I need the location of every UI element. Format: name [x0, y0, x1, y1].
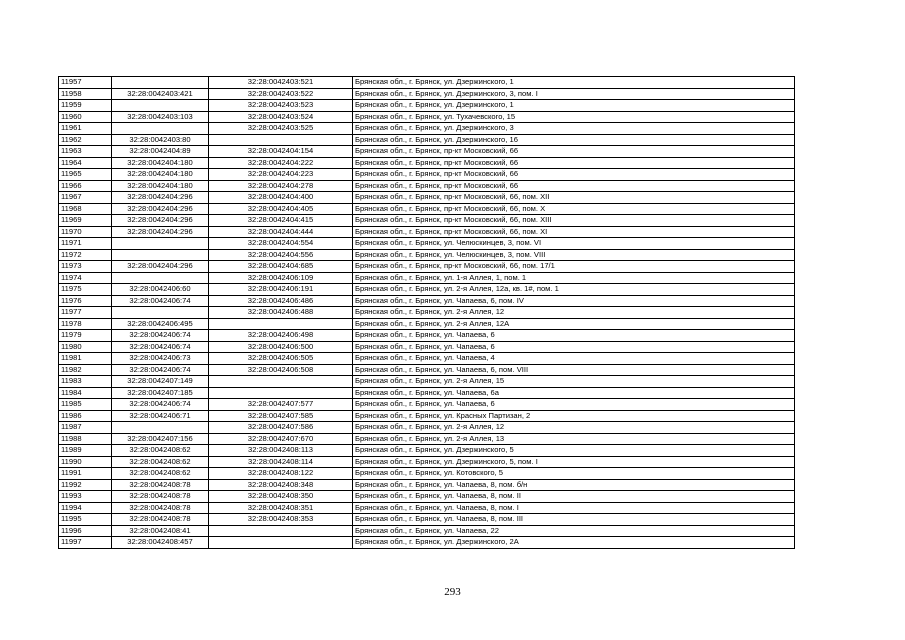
table-row: [59, 192, 795, 204]
row-number-cell: 11958: [59, 88, 112, 100]
table-row: [59, 525, 795, 537]
table-row: [59, 226, 795, 238]
table-row: [59, 295, 795, 307]
row-number-cell: 11957: [59, 77, 112, 89]
page-number: 293: [444, 586, 461, 598]
table-row: [59, 249, 795, 261]
address-cell: Брянская обл., г. Брянск, ул. Чапаева, 6, пом. IV: [353, 295, 795, 307]
table-row: [59, 123, 795, 135]
parcel-number-cell: [112, 307, 209, 319]
parcel-number-cell: 32:28:0042403:421: [112, 88, 209, 100]
table-row: [59, 341, 795, 353]
object-number-cell: 32:28:0042404:685: [209, 261, 353, 273]
table-row: [59, 376, 795, 388]
address-cell: Брянская обл., г. Брянск, ул. 2-я Аллея, 12а, кв. 1#, пом. 1: [353, 284, 795, 296]
row-number-cell: 11977: [59, 307, 112, 319]
address-cell: Брянская обл., г. Брянск, ул. Котовского, 5: [353, 468, 795, 480]
address-cell: Брянская обл., г. Брянск, ул. Дзержинского, 5, пом. I: [353, 456, 795, 468]
row-number-cell: 11970: [59, 226, 112, 238]
address-cell: Брянская обл., г. Брянск, ул. 1-я Аллея, 1, пом. 1: [353, 272, 795, 284]
parcel-number-cell: 32:28:0042407:149: [112, 376, 209, 388]
row-number-cell: 11995: [59, 514, 112, 526]
table-row: [59, 111, 795, 123]
parcel-number-cell: 32:28:0042406:74: [112, 399, 209, 411]
row-number-cell: 11982: [59, 364, 112, 376]
row-number-cell: 11983: [59, 376, 112, 388]
object-number-cell: 32:28:0042406:191: [209, 284, 353, 296]
object-number-cell: 32:28:0042404:444: [209, 226, 353, 238]
parcel-number-cell: 32:28:0042408:78: [112, 491, 209, 503]
object-number-cell: 32:28:0042403:522: [209, 88, 353, 100]
address-cell: Брянская обл., г. Брянск, пр-кт Московский, 66, пом. XII: [353, 192, 795, 204]
table-row: [59, 100, 795, 112]
object-number-cell: 32:28:0042406:486: [209, 295, 353, 307]
table-row: [59, 445, 795, 457]
row-number-cell: 11972: [59, 249, 112, 261]
row-number-cell: 11984: [59, 387, 112, 399]
address-cell: Брянская обл., г. Брянск, пр-кт Московский, 66: [353, 157, 795, 169]
parcel-number-cell: 32:28:0042406:74: [112, 330, 209, 342]
object-number-cell: 32:28:0042404:278: [209, 180, 353, 192]
parcel-number-cell: 32:28:0042403:103: [112, 111, 209, 123]
object-number-cell: 32:28:0042408:351: [209, 502, 353, 514]
address-cell: Брянская обл., г. Брянск, ул. Чапаева, 8, пом. I: [353, 502, 795, 514]
row-number-cell: 11979: [59, 330, 112, 342]
table-row: [59, 307, 795, 319]
table-row: [59, 353, 795, 365]
address-cell: Брянская обл., г. Брянск, ул. Чапаева, 8, пом. III: [353, 514, 795, 526]
object-number-cell: 32:28:0042406:505: [209, 353, 353, 365]
table-row: [59, 468, 795, 480]
object-number-cell: 32:28:0042403:521: [209, 77, 353, 89]
table-row: [59, 180, 795, 192]
object-number-cell: 32:28:0042404:415: [209, 215, 353, 227]
address-cell: Брянская обл., г. Брянск, ул. 2-я Аллея, 12А: [353, 318, 795, 330]
table-row: [59, 410, 795, 422]
table-row: [59, 261, 795, 273]
object-number-cell: 32:28:0042404:223: [209, 169, 353, 181]
object-number-cell: 32:28:0042407:585: [209, 410, 353, 422]
row-number-cell: 11985: [59, 399, 112, 411]
table-row: [59, 272, 795, 284]
address-cell: Брянская обл., г. Брянск, ул. 2-я Аллея, 13: [353, 433, 795, 445]
object-number-cell: [209, 525, 353, 537]
row-number-cell: 11965: [59, 169, 112, 181]
address-cell: Брянская обл., г. Брянск, ул. Дзержинского, 3: [353, 123, 795, 135]
row-number-cell: 11988: [59, 433, 112, 445]
parcel-number-cell: 32:28:0042406:73: [112, 353, 209, 365]
parcel-number-cell: 32:28:0042406:74: [112, 364, 209, 376]
object-number-cell: [209, 318, 353, 330]
address-cell: Брянская обл., г. Брянск, ул. Чапаева, 6, пом. VIII: [353, 364, 795, 376]
address-cell: Брянская обл., г. Брянск, пр-кт Московский, 66: [353, 146, 795, 158]
address-cell: Брянская обл., г. Брянск, ул. 2-я Аллея, 12: [353, 307, 795, 319]
row-number-cell: 11974: [59, 272, 112, 284]
row-number-cell: 11966: [59, 180, 112, 192]
address-cell: Брянская обл., г. Брянск, пр-кт Московский, 66, пом. X: [353, 203, 795, 215]
parcel-number-cell: 32:28:0042406:74: [112, 295, 209, 307]
object-number-cell: 32:28:0042404:154: [209, 146, 353, 158]
address-cell: Брянская обл., г. Брянск, ул. 2-я Аллея, 15: [353, 376, 795, 388]
object-number-cell: 32:28:0042404:222: [209, 157, 353, 169]
table-row: [59, 537, 795, 549]
table-row: [59, 169, 795, 181]
address-cell: Брянская обл., г. Брянск, ул. Дзержинского, 16: [353, 134, 795, 146]
row-number-cell: 11967: [59, 192, 112, 204]
object-number-cell: 32:28:0042407:577: [209, 399, 353, 411]
row-number-cell: 11963: [59, 146, 112, 158]
object-number-cell: 32:28:0042406:498: [209, 330, 353, 342]
address-cell: Брянская обл., г. Брянск, ул. Дзержинского, 2А: [353, 537, 795, 549]
table-row: [59, 502, 795, 514]
object-number-cell: 32:28:0042408:122: [209, 468, 353, 480]
address-cell: Брянская обл., г. Брянск, ул. Чапаева, 6а: [353, 387, 795, 399]
table-row: [59, 433, 795, 445]
parcel-number-cell: 32:28:0042408:62: [112, 445, 209, 457]
object-number-cell: 32:28:0042408:348: [209, 479, 353, 491]
parcel-number-cell: 32:28:0042404:180: [112, 169, 209, 181]
parcel-number-cell: 32:28:0042404:296: [112, 215, 209, 227]
row-number-cell: 11994: [59, 502, 112, 514]
parcel-number-cell: 32:28:0042407:156: [112, 433, 209, 445]
address-cell: Брянская обл., г. Брянск, ул. Челюскинцев, 3, пом. VIII: [353, 249, 795, 261]
table-row: [59, 514, 795, 526]
parcel-number-cell: 32:28:0042404:296: [112, 203, 209, 215]
row-number-cell: 11975: [59, 284, 112, 296]
address-cell: Брянская обл., г. Брянск, ул. Челюскинцев, 3, пом. VI: [353, 238, 795, 250]
parcel-number-cell: 32:28:0042408:78: [112, 514, 209, 526]
object-number-cell: 32:28:0042407:586: [209, 422, 353, 434]
table-row: [59, 364, 795, 376]
table-row: [59, 215, 795, 227]
row-number-cell: 11992: [59, 479, 112, 491]
object-number-cell: 32:28:0042404:556: [209, 249, 353, 261]
object-number-cell: 32:28:0042406:508: [209, 364, 353, 376]
row-number-cell: 11990: [59, 456, 112, 468]
table-row: [59, 284, 795, 296]
object-number-cell: 32:28:0042403:524: [209, 111, 353, 123]
table-row: [59, 491, 795, 503]
parcel-number-cell: [112, 100, 209, 112]
object-number-cell: [209, 387, 353, 399]
parcel-number-cell: 32:28:0042403:80: [112, 134, 209, 146]
registry-table: [58, 76, 795, 549]
parcel-number-cell: 32:28:0042406:495: [112, 318, 209, 330]
parcel-number-cell: 32:28:0042408:78: [112, 502, 209, 514]
object-number-cell: [209, 134, 353, 146]
row-number-cell: 11968: [59, 203, 112, 215]
address-cell: Брянская обл., г. Брянск, ул. Чапаева, 4: [353, 353, 795, 365]
registry-table-body: [59, 77, 795, 549]
table-row: [59, 318, 795, 330]
parcel-number-cell: 32:28:0042408:78: [112, 479, 209, 491]
row-number-cell: 11976: [59, 295, 112, 307]
parcel-number-cell: 32:28:0042404:89: [112, 146, 209, 158]
row-number-cell: 11991: [59, 468, 112, 480]
parcel-number-cell: 32:28:0042406:74: [112, 341, 209, 353]
address-cell: Брянская обл., г. Брянск, ул. Чапаева, 6: [353, 399, 795, 411]
row-number-cell: 11989: [59, 445, 112, 457]
parcel-number-cell: 32:28:0042408:62: [112, 456, 209, 468]
object-number-cell: 32:28:0042403:523: [209, 100, 353, 112]
object-number-cell: 32:28:0042406:109: [209, 272, 353, 284]
address-cell: Брянская обл., г. Брянск, ул. Красных Партизан, 2: [353, 410, 795, 422]
address-cell: Брянская обл., г. Брянск, ул. 2-я Аллея, 12: [353, 422, 795, 434]
row-number-cell: 11971: [59, 238, 112, 250]
row-number-cell: 11981: [59, 353, 112, 365]
parcel-number-cell: 32:28:0042407:185: [112, 387, 209, 399]
table-row: [59, 157, 795, 169]
address-cell: Брянская обл., г. Брянск, ул. Дзержинского, 5: [353, 445, 795, 457]
address-cell: Брянская обл., г. Брянск, пр-кт Московский, 66, пом. XI: [353, 226, 795, 238]
table-row: [59, 387, 795, 399]
row-number-cell: 11969: [59, 215, 112, 227]
object-number-cell: [209, 376, 353, 388]
row-number-cell: 11986: [59, 410, 112, 422]
parcel-number-cell: 32:28:0042408:62: [112, 468, 209, 480]
parcel-number-cell: 32:28:0042408:41: [112, 525, 209, 537]
object-number-cell: 32:28:0042407:670: [209, 433, 353, 445]
address-cell: Брянская обл., г. Брянск, ул. Чапаева, 8, пом. б/н: [353, 479, 795, 491]
address-cell: Брянская обл., г. Брянск, ул. Дзержинского, 3, пом. I: [353, 88, 795, 100]
object-number-cell: [209, 537, 353, 549]
row-number-cell: 11960: [59, 111, 112, 123]
row-number-cell: 11973: [59, 261, 112, 273]
row-number-cell: 11997: [59, 537, 112, 549]
row-number-cell: 11962: [59, 134, 112, 146]
object-number-cell: 32:28:0042404:400: [209, 192, 353, 204]
row-number-cell: 11996: [59, 525, 112, 537]
parcel-number-cell: [112, 422, 209, 434]
object-number-cell: 32:28:0042406:488: [209, 307, 353, 319]
object-number-cell: 32:28:0042408:353: [209, 514, 353, 526]
row-number-cell: 11961: [59, 123, 112, 135]
table-row: [59, 330, 795, 342]
table-row: [59, 479, 795, 491]
address-cell: Брянская обл., г. Брянск, ул. Чапаева, 8, пом. II: [353, 491, 795, 503]
address-cell: Брянская обл., г. Брянск, ул. Чапаева, 6: [353, 330, 795, 342]
address-cell: Брянская обл., г. Брянск, ул. Тухачевского, 15: [353, 111, 795, 123]
address-cell: Брянская обл., г. Брянск, пр-кт Московский, 66, пом. 17/1: [353, 261, 795, 273]
table-row: [59, 238, 795, 250]
object-number-cell: 32:28:0042406:500: [209, 341, 353, 353]
parcel-number-cell: [112, 123, 209, 135]
table-row: [59, 88, 795, 100]
row-number-cell: 11964: [59, 157, 112, 169]
table-row: [59, 422, 795, 434]
parcel-number-cell: 32:28:0042404:180: [112, 157, 209, 169]
object-number-cell: 32:28:0042404:405: [209, 203, 353, 215]
object-number-cell: 32:28:0042403:525: [209, 123, 353, 135]
parcel-number-cell: [112, 272, 209, 284]
parcel-number-cell: [112, 77, 209, 89]
address-cell: Брянская обл., г. Брянск, ул. Дзержинского, 1: [353, 77, 795, 89]
row-number-cell: 11980: [59, 341, 112, 353]
row-number-cell: 11978: [59, 318, 112, 330]
parcel-number-cell: 32:28:0042406:60: [112, 284, 209, 296]
parcel-number-cell: [112, 249, 209, 261]
parcel-number-cell: 32:28:0042404:296: [112, 261, 209, 273]
object-number-cell: 32:28:0042408:113: [209, 445, 353, 457]
address-cell: Брянская обл., г. Брянск, ул. Чапаева, 6: [353, 341, 795, 353]
object-number-cell: 32:28:0042408:350: [209, 491, 353, 503]
parcel-number-cell: 32:28:0042404:180: [112, 180, 209, 192]
parcel-number-cell: 32:28:0042404:296: [112, 192, 209, 204]
address-cell: Брянская обл., г. Брянск, ул. Чапаева, 22: [353, 525, 795, 537]
table-row: [59, 399, 795, 411]
row-number-cell: 11993: [59, 491, 112, 503]
parcel-number-cell: [112, 238, 209, 250]
address-cell: Брянская обл., г. Брянск, пр-кт Московский, 66, пом. XIII: [353, 215, 795, 227]
table-row: [59, 134, 795, 146]
address-cell: Брянская обл., г. Брянск, пр-кт Московский, 66: [353, 180, 795, 192]
parcel-number-cell: 32:28:0042404:296: [112, 226, 209, 238]
table-row: [59, 146, 795, 158]
row-number-cell: 11987: [59, 422, 112, 434]
table-row: [59, 203, 795, 215]
row-number-cell: 11959: [59, 100, 112, 112]
parcel-number-cell: 32:28:0042408:457: [112, 537, 209, 549]
address-cell: Брянская обл., г. Брянск, ул. Дзержинского, 1: [353, 100, 795, 112]
table-row: [59, 77, 795, 89]
parcel-number-cell: 32:28:0042406:71: [112, 410, 209, 422]
object-number-cell: 32:28:0042408:114: [209, 456, 353, 468]
table-row: [59, 456, 795, 468]
object-number-cell: 32:28:0042404:554: [209, 238, 353, 250]
address-cell: Брянская обл., г. Брянск, пр-кт Московский, 66: [353, 169, 795, 181]
